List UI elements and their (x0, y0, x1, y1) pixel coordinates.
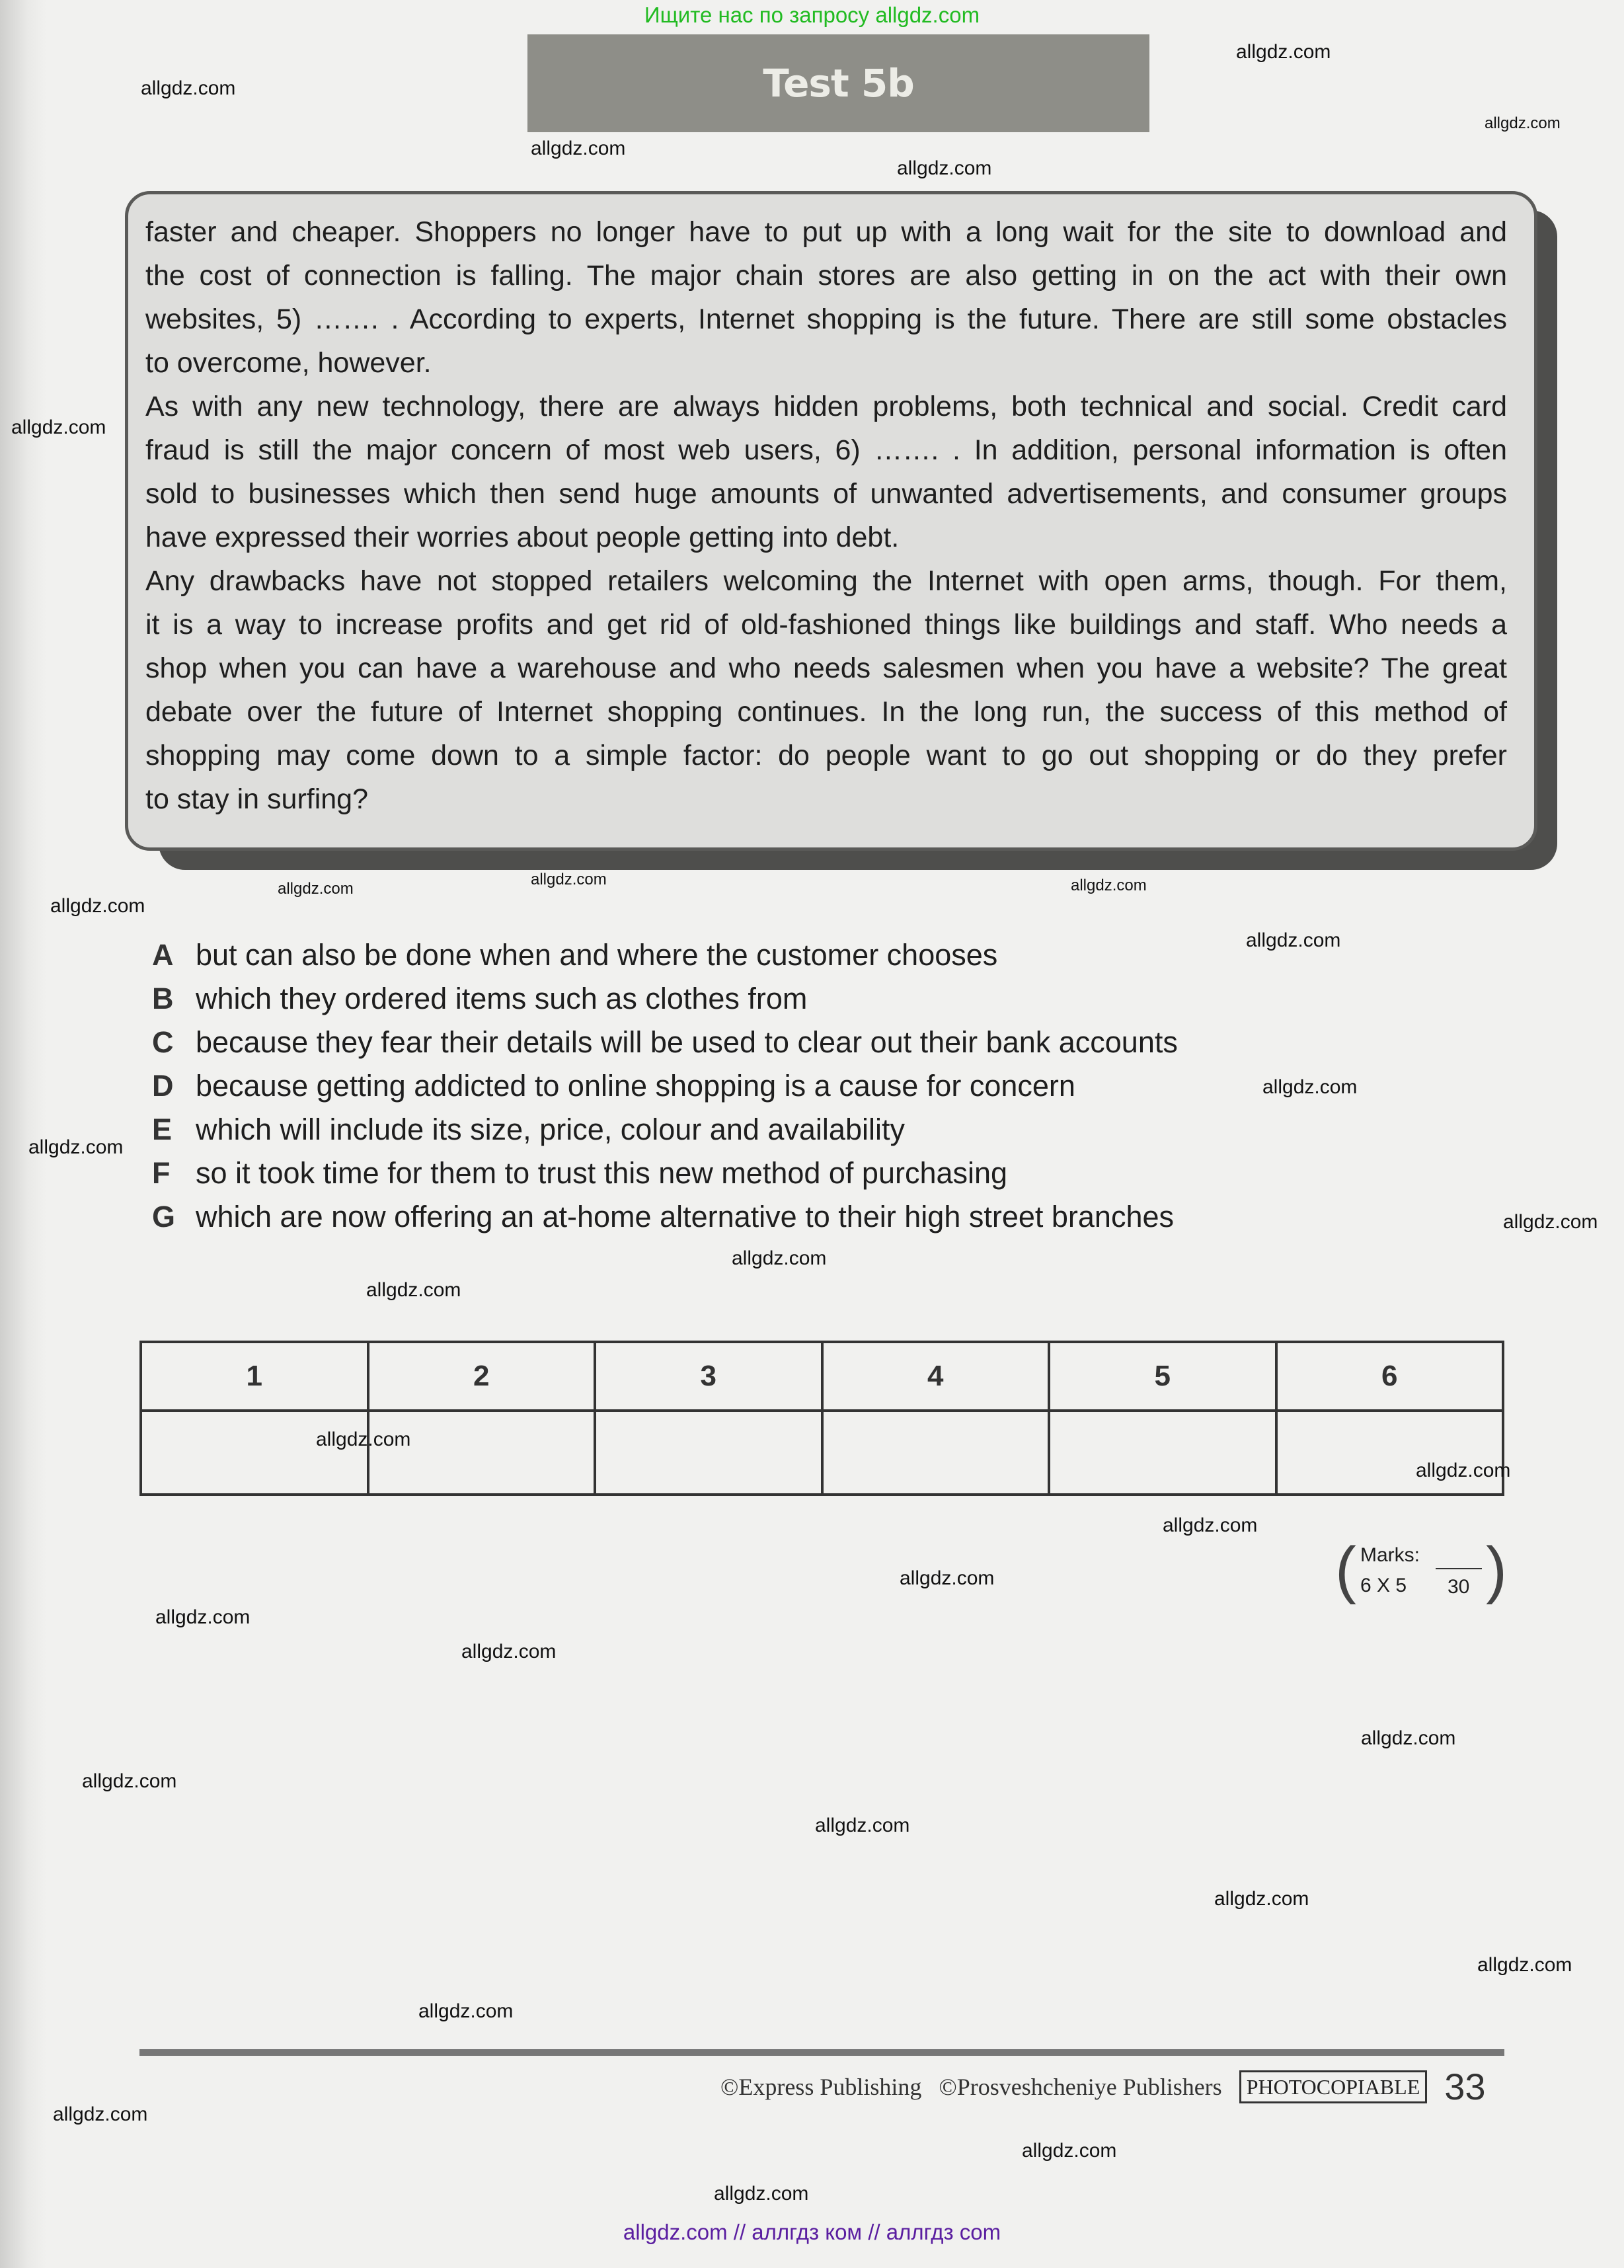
watermark: allgdz.com (1416, 1460, 1511, 1481)
test-header (527, 34, 1149, 132)
option-text: which will include its size, price, colour and availability (196, 1113, 905, 1146)
footer-prosveshcheniye: ©Prosveshcheniye Publishers (939, 2073, 1222, 2100)
passage-line: As with any new technology, there are always hidden problems, both technical and social. Credit card (145, 391, 1507, 422)
option-text: because getting addicted to online shopping is a cause for concern (196, 1069, 1075, 1103)
footer (720, 2065, 1486, 2108)
option-letter: B (152, 982, 174, 1015)
watermark: allgdz.com (155, 1606, 251, 1628)
option-letter: C (152, 1025, 174, 1059)
watermark: allgdz.com (11, 416, 106, 438)
option-item (152, 1108, 1178, 1152)
watermark: allgdz.com (316, 1428, 411, 1450)
answer-cell[interactable] (1049, 1411, 1276, 1495)
passage-text (145, 210, 1507, 821)
option-letter: E (152, 1113, 173, 1146)
watermark: allgdz.com (1361, 1727, 1456, 1749)
reading-passage-box (125, 191, 1537, 851)
watermark: allgdz.com (732, 1247, 827, 1269)
watermark: allgdz.com (1236, 41, 1331, 63)
watermark: allgdz.com (366, 1279, 461, 1301)
answer-cell[interactable] (141, 1411, 368, 1495)
answer-table (139, 1341, 1504, 1496)
option-text: which they ordered items such as clothes from (196, 982, 808, 1015)
option-text: but can also be done when and where the customer chooses (196, 938, 998, 972)
watermark: allgdz.com (1503, 1211, 1598, 1233)
right-paren: ) (1486, 1534, 1507, 1605)
watermark: allgdz.com (82, 1770, 177, 1792)
answer-header-cell: 4 (822, 1342, 1050, 1411)
marks-score-line (1436, 1568, 1482, 1569)
answer-header-cell: 3 (595, 1342, 822, 1411)
watermark: allgdz.com (897, 157, 992, 179)
watermark: allgdz.com (418, 2000, 514, 2022)
option-item (152, 1152, 1178, 1195)
watermark: allgdz.com (278, 880, 354, 898)
top-search-note[interactable]: Ищите нас по запросу allgdz.com (644, 3, 980, 27)
marks-label: Marks: (1360, 1544, 1420, 1566)
answer-header-cell: 5 (1049, 1342, 1276, 1411)
passage-line: sold to businesses which then send huge amounts of unwanted advertisements, and consumer groups (145, 478, 1507, 510)
option-text: which are now offering an at-home alternative to their high street branches (196, 1200, 1175, 1233)
passage-line: shop when you can have a warehouse and who needs salesmen when you have a website? The great (145, 652, 1507, 684)
answer-cell[interactable] (822, 1411, 1050, 1495)
watermark: allgdz.com (1246, 929, 1341, 951)
option-letter: F (152, 1156, 171, 1190)
watermark: allgdz.com (900, 1567, 995, 1589)
passage-line: to stay in surfing? (145, 783, 369, 815)
watermark: allgdz.com (50, 895, 145, 917)
option-letter: D (152, 1069, 174, 1103)
watermark: allgdz.com (1163, 1514, 1258, 1536)
watermark: allgdz.com (1477, 1954, 1572, 1976)
marks-formula: 6 X 5 (1360, 1575, 1407, 1596)
watermark: allgdz.com (1214, 1888, 1309, 1910)
passage-line: websites, 5) ……. . According to experts, Internet shopping is the future. There are still some obstacles (145, 303, 1507, 335)
option-item (152, 977, 1178, 1021)
marks-total: 30 (1448, 1576, 1470, 1598)
answer-cell[interactable] (368, 1411, 596, 1495)
watermark: allgdz.com (714, 2183, 809, 2205)
option-item (152, 1021, 1178, 1064)
watermark: allgdz.com (1262, 1076, 1358, 1098)
page-edge-shadow (0, 0, 46, 2268)
passage-line: have expressed their worries about people getting into debt. (145, 522, 900, 553)
watermark: allgdz.com (531, 137, 626, 159)
answer-header-cell: 6 (1276, 1342, 1504, 1411)
watermark: allgdz.com (1485, 114, 1561, 132)
option-item (152, 1195, 1178, 1239)
watermark: allgdz.com (28, 1136, 124, 1158)
passage-line: it is a way to increase profits and get rid of old-fashioned things like buildings and staff. Who needs a (145, 609, 1507, 641)
watermark: allgdz.com (1071, 877, 1147, 894)
marks-box (1335, 1534, 1507, 1605)
bottom-links-note[interactable]: allgdz.com // аллгдз ком // аллгдз com (623, 2220, 1001, 2244)
watermark: allgdz.com (815, 1815, 910, 1836)
page-number: 33 (1444, 2066, 1486, 2107)
watermark: allgdz.com (53, 2103, 148, 2125)
passage-line: debate over the future of Internet shopping continues. In the long run, the success of this method of (145, 696, 1507, 728)
footer-express: ©Express Publishing (720, 2073, 922, 2100)
option-item (152, 1064, 1178, 1108)
answer-cell[interactable] (595, 1411, 822, 1495)
watermark: allgdz.com (1022, 2140, 1117, 2162)
answer-header-cell: 2 (368, 1342, 596, 1411)
option-text: because they fear their details will be used to clear out their bank accounts (196, 1025, 1178, 1059)
left-paren: ( (1335, 1534, 1356, 1605)
passage-line: fraud is still the major concern of most web users, 6) ……. . In addition, personal information is often (145, 434, 1507, 466)
passage-line: faster and cheaper. Shoppers no longer have to put up with a long wait for the site to download and (145, 216, 1507, 248)
options-list (152, 933, 1178, 1239)
passage-line: shopping may come down to a simple factor: do people want to go out shopping or do they prefer (145, 740, 1507, 771)
answer-header-cell: 1 (141, 1342, 368, 1411)
option-text: so it took time for them to trust this new method of purchasing (196, 1156, 1008, 1190)
photocopiable-badge: PHOTOCOPIABLE (1239, 2070, 1428, 2103)
watermark: allgdz.com (531, 871, 607, 888)
option-letter: A (152, 938, 174, 972)
test-title: Test 5b (763, 61, 914, 106)
option-item (152, 933, 1178, 977)
footer-rule (139, 2049, 1504, 2056)
passage-line: the cost of connection is falling. The major chain stores are also getting in on the act with their own (145, 260, 1507, 292)
watermark: allgdz.com (141, 77, 236, 99)
watermark: allgdz.com (461, 1641, 557, 1662)
passage-line: Any drawbacks have not stopped retailers welcoming the Internet with open arms, though. For them, (145, 565, 1507, 597)
passage-line: to overcome, however. (145, 347, 432, 379)
option-letter: G (152, 1200, 176, 1233)
